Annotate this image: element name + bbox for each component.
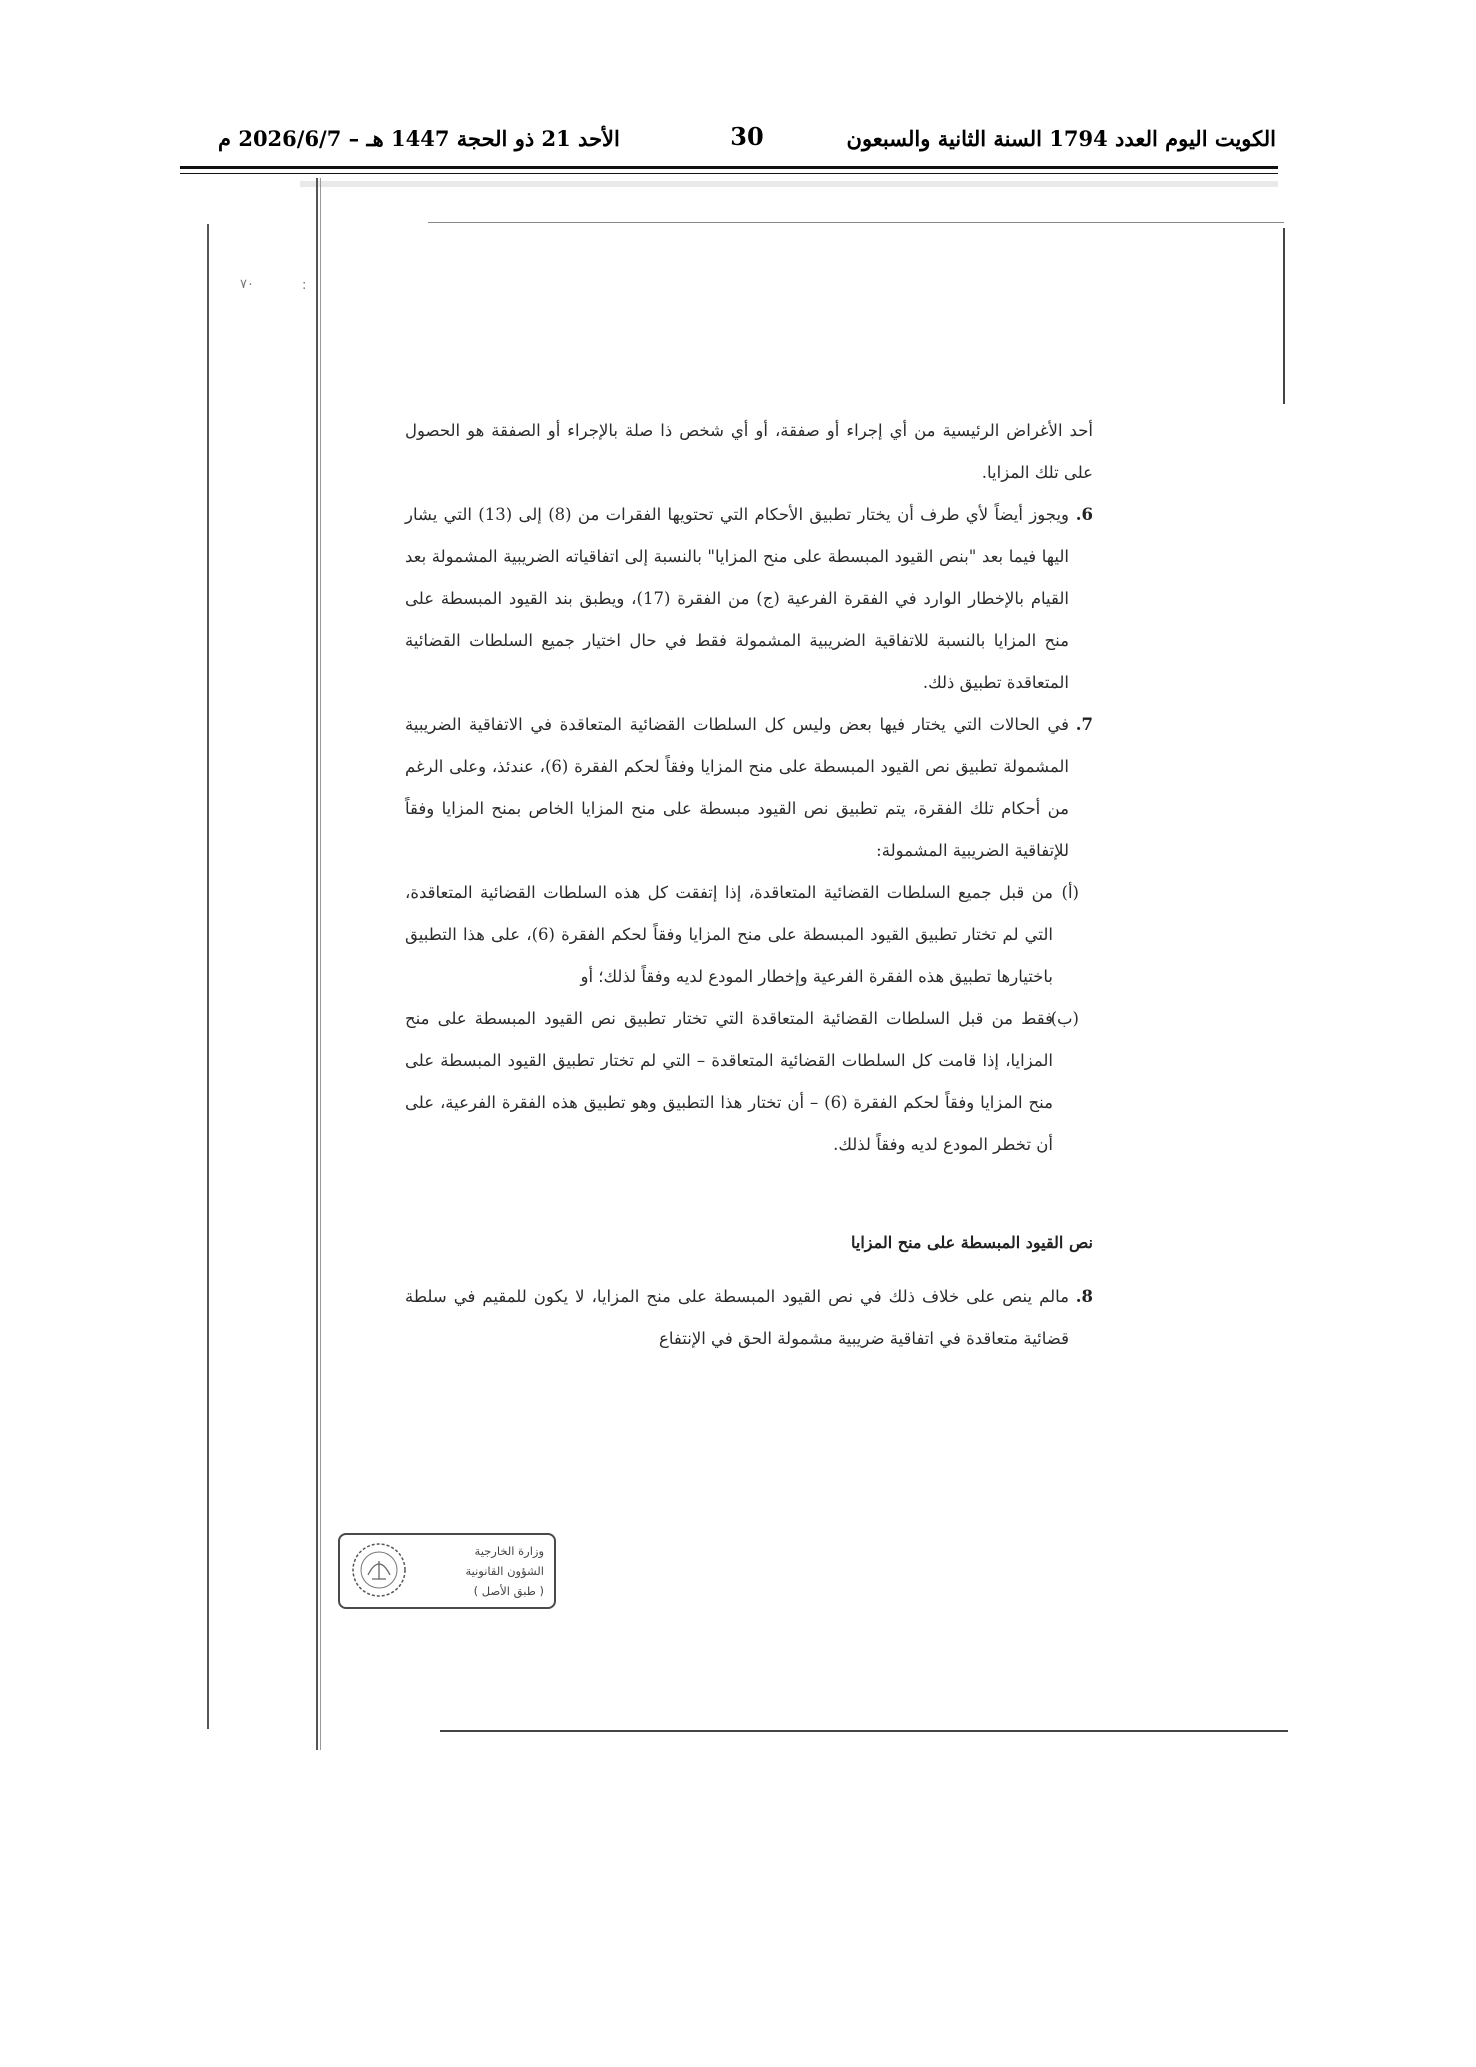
stamp-line-certified: ( طبق الأصل )	[473, 1584, 544, 1598]
item-8-number: 8.	[1075, 1287, 1093, 1306]
scan-edge-band	[300, 181, 1278, 187]
stamp-text	[404, 1541, 544, 1601]
scan-mark-a: ٧٠	[240, 277, 254, 292]
item-6-text: ويجوز أيضاً لأي طرف أن يختار تطبيق الأحكام التي تحتويها الفقرات من (8) إلى (13) التي يشار اليها فيما بعد "بنص القيود المبسطة على منح المزايا" بالنسبة إلى اتفاقياته الضريبية المشمولة بعد القيام بالإخطار الوارد في الفقرة الفرعية (ج) من الفقرة (17)، ويطبق بند القيود المبسطة على منح المزايا بالنسبة للاتفاقية الضريبية المشمولة فقط في حال اختيار جميع السلطات القضائية المتعاقدة تطبيق ذلك.	[405, 505, 1069, 692]
item-8-text: مالم ينص على خلاف ذلك في نص القيود المبسطة على منح المزايا، لا يكون للمقيم في سلطة قضائية متعاقدة في اتفاقية ضريبية مشمولة الحق في الإنتفاع	[405, 1287, 1069, 1348]
scan-top-line	[428, 222, 1284, 223]
scan-left-edge	[207, 224, 209, 1729]
header-page-number: 30	[730, 122, 764, 151]
scan-right-edge-upper	[1283, 228, 1285, 404]
gazette-header	[218, 122, 1276, 162]
sub-a-text: من قبل جميع السلطات القضائية المتعاقدة، إذا إتفقت كل هذه السلطات القضائية المتعاقدة، التي لم تختار تطبيق القيود المبسطة على منح المزايا وفقاً لحكم الفقرة (6)، على هذا التطبيق باختيارها تطبيق هذه الفقرة الفرعية وإخطار المودع لديه وفقاً لذلك؛ أو	[405, 883, 1054, 986]
ministry-stamp	[338, 1533, 556, 1609]
item-7	[405, 704, 1093, 872]
item-7-sub-b	[405, 998, 1093, 1166]
scan-mark-b: :	[302, 278, 307, 293]
header-issue-info: الكويت اليوم العدد 1794 السنة الثانية والسبعون	[846, 126, 1276, 151]
stamp-line-ministry: وزارة الخارجية	[474, 1544, 544, 1558]
header-rule-thin	[180, 173, 1278, 174]
item-7-text: في الحالات التي يختار فيها بعض وليس كل السلطات القضائية المتعاقدة في الاتفاقية الضريبية المشمولة تطبيق نص القيود المبسطة على منح المزايا وفقاً لحكم الفقرة (6)، عندئذ، وعلى الرغم من أحكام تلك الفقرة، يتم تطبيق نص القيود مبسطة على منح المزايا الخاص بمنح المزايا وفقاً للإتفاقية الضريبية المشمولة:	[405, 715, 1070, 860]
item-7-number: 7.	[1075, 715, 1093, 734]
item-6	[405, 494, 1093, 704]
header-rule-thick	[180, 166, 1278, 169]
scan-margin-line-inner	[316, 178, 318, 1750]
scan-bottom-line	[440, 1730, 1288, 1732]
item-8	[405, 1276, 1093, 1360]
stamp-line-department: الشؤون القانونية	[465, 1564, 544, 1578]
intro-continuation: أحد الأغراض الرئيسية من أي إجراء أو صفقة، أو أي شخص ذا صلة بالإجراء أو الصفقة هو الحصول على تلك المزايا.	[405, 421, 1093, 482]
sub-a-label: (أ)	[1061, 883, 1079, 902]
sub-b-label: (ب)	[1050, 1009, 1079, 1028]
header-date: الأحد 21 ذو الحجة 1447 هـ – 2026/6/7 م	[218, 126, 620, 151]
item-7-sub-a	[405, 872, 1093, 998]
scan-margin-line-outer	[320, 178, 321, 1750]
item-6-number: 6.	[1075, 505, 1093, 524]
sub-b-text: فقط من قبل السلطات القضائية المتعاقدة التي تختار تطبيق نص القيود المبسطة على منح المزايا، إذا قامت كل السلطات القضائية المتعاقدة – التي لم تختار تطبيق القيود المبسطة على منح المزايا وفقاً لحكم الفقرة (6) – أن تختار هذا التطبيق وهو تطبيق هذه الفقرة الفرعية، على أن تخطر المودع لديه وفقاً لذلك.	[405, 1009, 1053, 1154]
document-body	[405, 410, 1093, 1360]
emblem-seal-icon	[348, 1539, 410, 1601]
section-heading: نص القيود المبسطة على منح المزايا	[851, 1233, 1093, 1252]
